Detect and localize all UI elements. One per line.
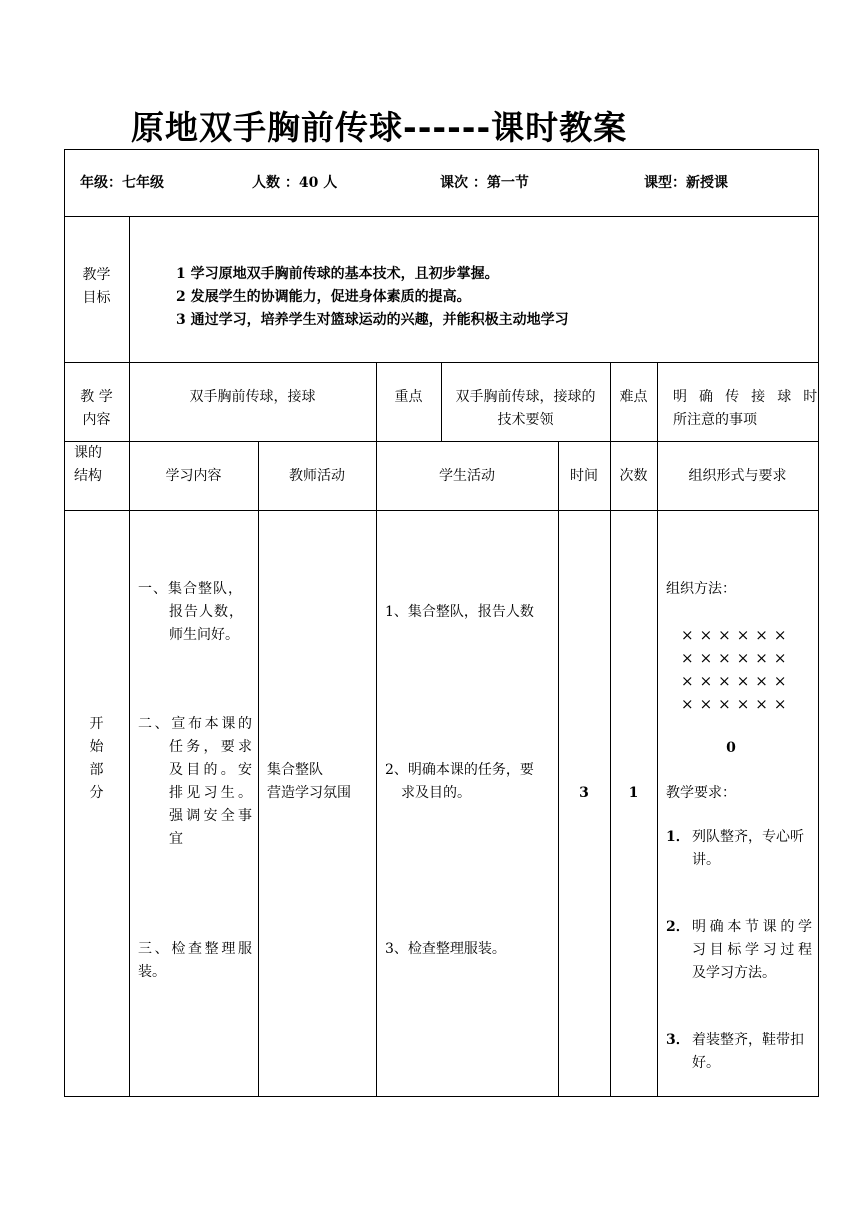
lesson-type-label: 课型：新授课 <box>644 175 728 191</box>
teacher-activity-header: 教师活动 <box>289 468 345 484</box>
requirement-2: 2． 明确本节课的学 习目标学习过程 及学习方法。 <box>666 919 812 981</box>
difficulty-text: 明 确 传 接 球 时 所注意的事项 <box>673 389 822 428</box>
organization-method: 组织方法： <box>666 581 736 597</box>
student-activity-header: 学生活动 <box>439 468 495 484</box>
requirement-3: 3． 着装整齐，鞋带扣 好。 <box>666 1032 804 1071</box>
lesson-number-label: 课次 ：第一节 <box>440 175 529 191</box>
student-activity-2: 2、明确本课的任务，要 求及目的。 <box>385 762 534 801</box>
requirements-title: 教学要求： <box>666 785 736 801</box>
learning-item-3: 三、检查整理服 装。 <box>138 941 252 980</box>
objective-item: 3 通过学习，培养学生对篮球运动的兴趣，并能积极主动地学习 <box>176 312 569 328</box>
teaching-content: 双手胸前传球，接球 <box>189 389 316 405</box>
key-point-label: 重点 <box>394 389 423 405</box>
formation-row: ×××××× <box>681 626 793 644</box>
organization-header: 组织形式与要求 <box>688 468 787 484</box>
time-value: 3 <box>579 785 589 801</box>
objective-item: 2 发展学生的协调能力，促进身体素质的提高。 <box>176 289 471 305</box>
formation-row: ×××××× <box>681 695 793 713</box>
requirement-1: 1． 列队整齐，专心听 讲。 <box>666 829 804 868</box>
objective-item: 1 学习原地双手胸前传球的基本技术，且初步掌握。 <box>176 266 499 282</box>
difficulty-label: 难点 <box>619 389 648 405</box>
learning-content-header: 学习内容 <box>165 468 222 484</box>
student-activity-3: 3、检查整理服装。 <box>385 941 506 957</box>
page-title: 原地双手胸前传球------课时教案 <box>131 108 628 147</box>
count-value: 1 <box>628 785 639 801</box>
teacher-position-marker: 0 <box>726 740 736 756</box>
objectives-label: 教学 目标 <box>82 267 111 306</box>
grade-label: 年级：七年级 <box>80 175 164 191</box>
time-header: 时间 <box>570 468 598 484</box>
key-point-text: 双手胸前传球，接球的 技术要领 <box>455 389 596 428</box>
formation-row: ×××××× <box>681 649 793 667</box>
structure-header: 课的 结构 <box>74 445 102 484</box>
count-header: 次数 <box>619 468 648 484</box>
students-label: 人数 ：40 人 <box>252 175 338 191</box>
teacher-activity: 集合整队 营造学习氛围 <box>267 762 351 801</box>
formation-row: ×××××× <box>681 672 793 690</box>
learning-item-2: 二、宣布本课的 任务，要求 及目的。安 排见习生。 强调安全事 宜 <box>138 716 252 847</box>
learning-item-1: 一、集合整队， 报告人数， 师生问好。 <box>138 581 244 643</box>
content-label: 教 学 内容 <box>80 389 113 428</box>
student-activity-1: 1、集合整队，报告人数 <box>385 604 534 620</box>
section-name: 开 始 部 分 <box>89 716 104 801</box>
